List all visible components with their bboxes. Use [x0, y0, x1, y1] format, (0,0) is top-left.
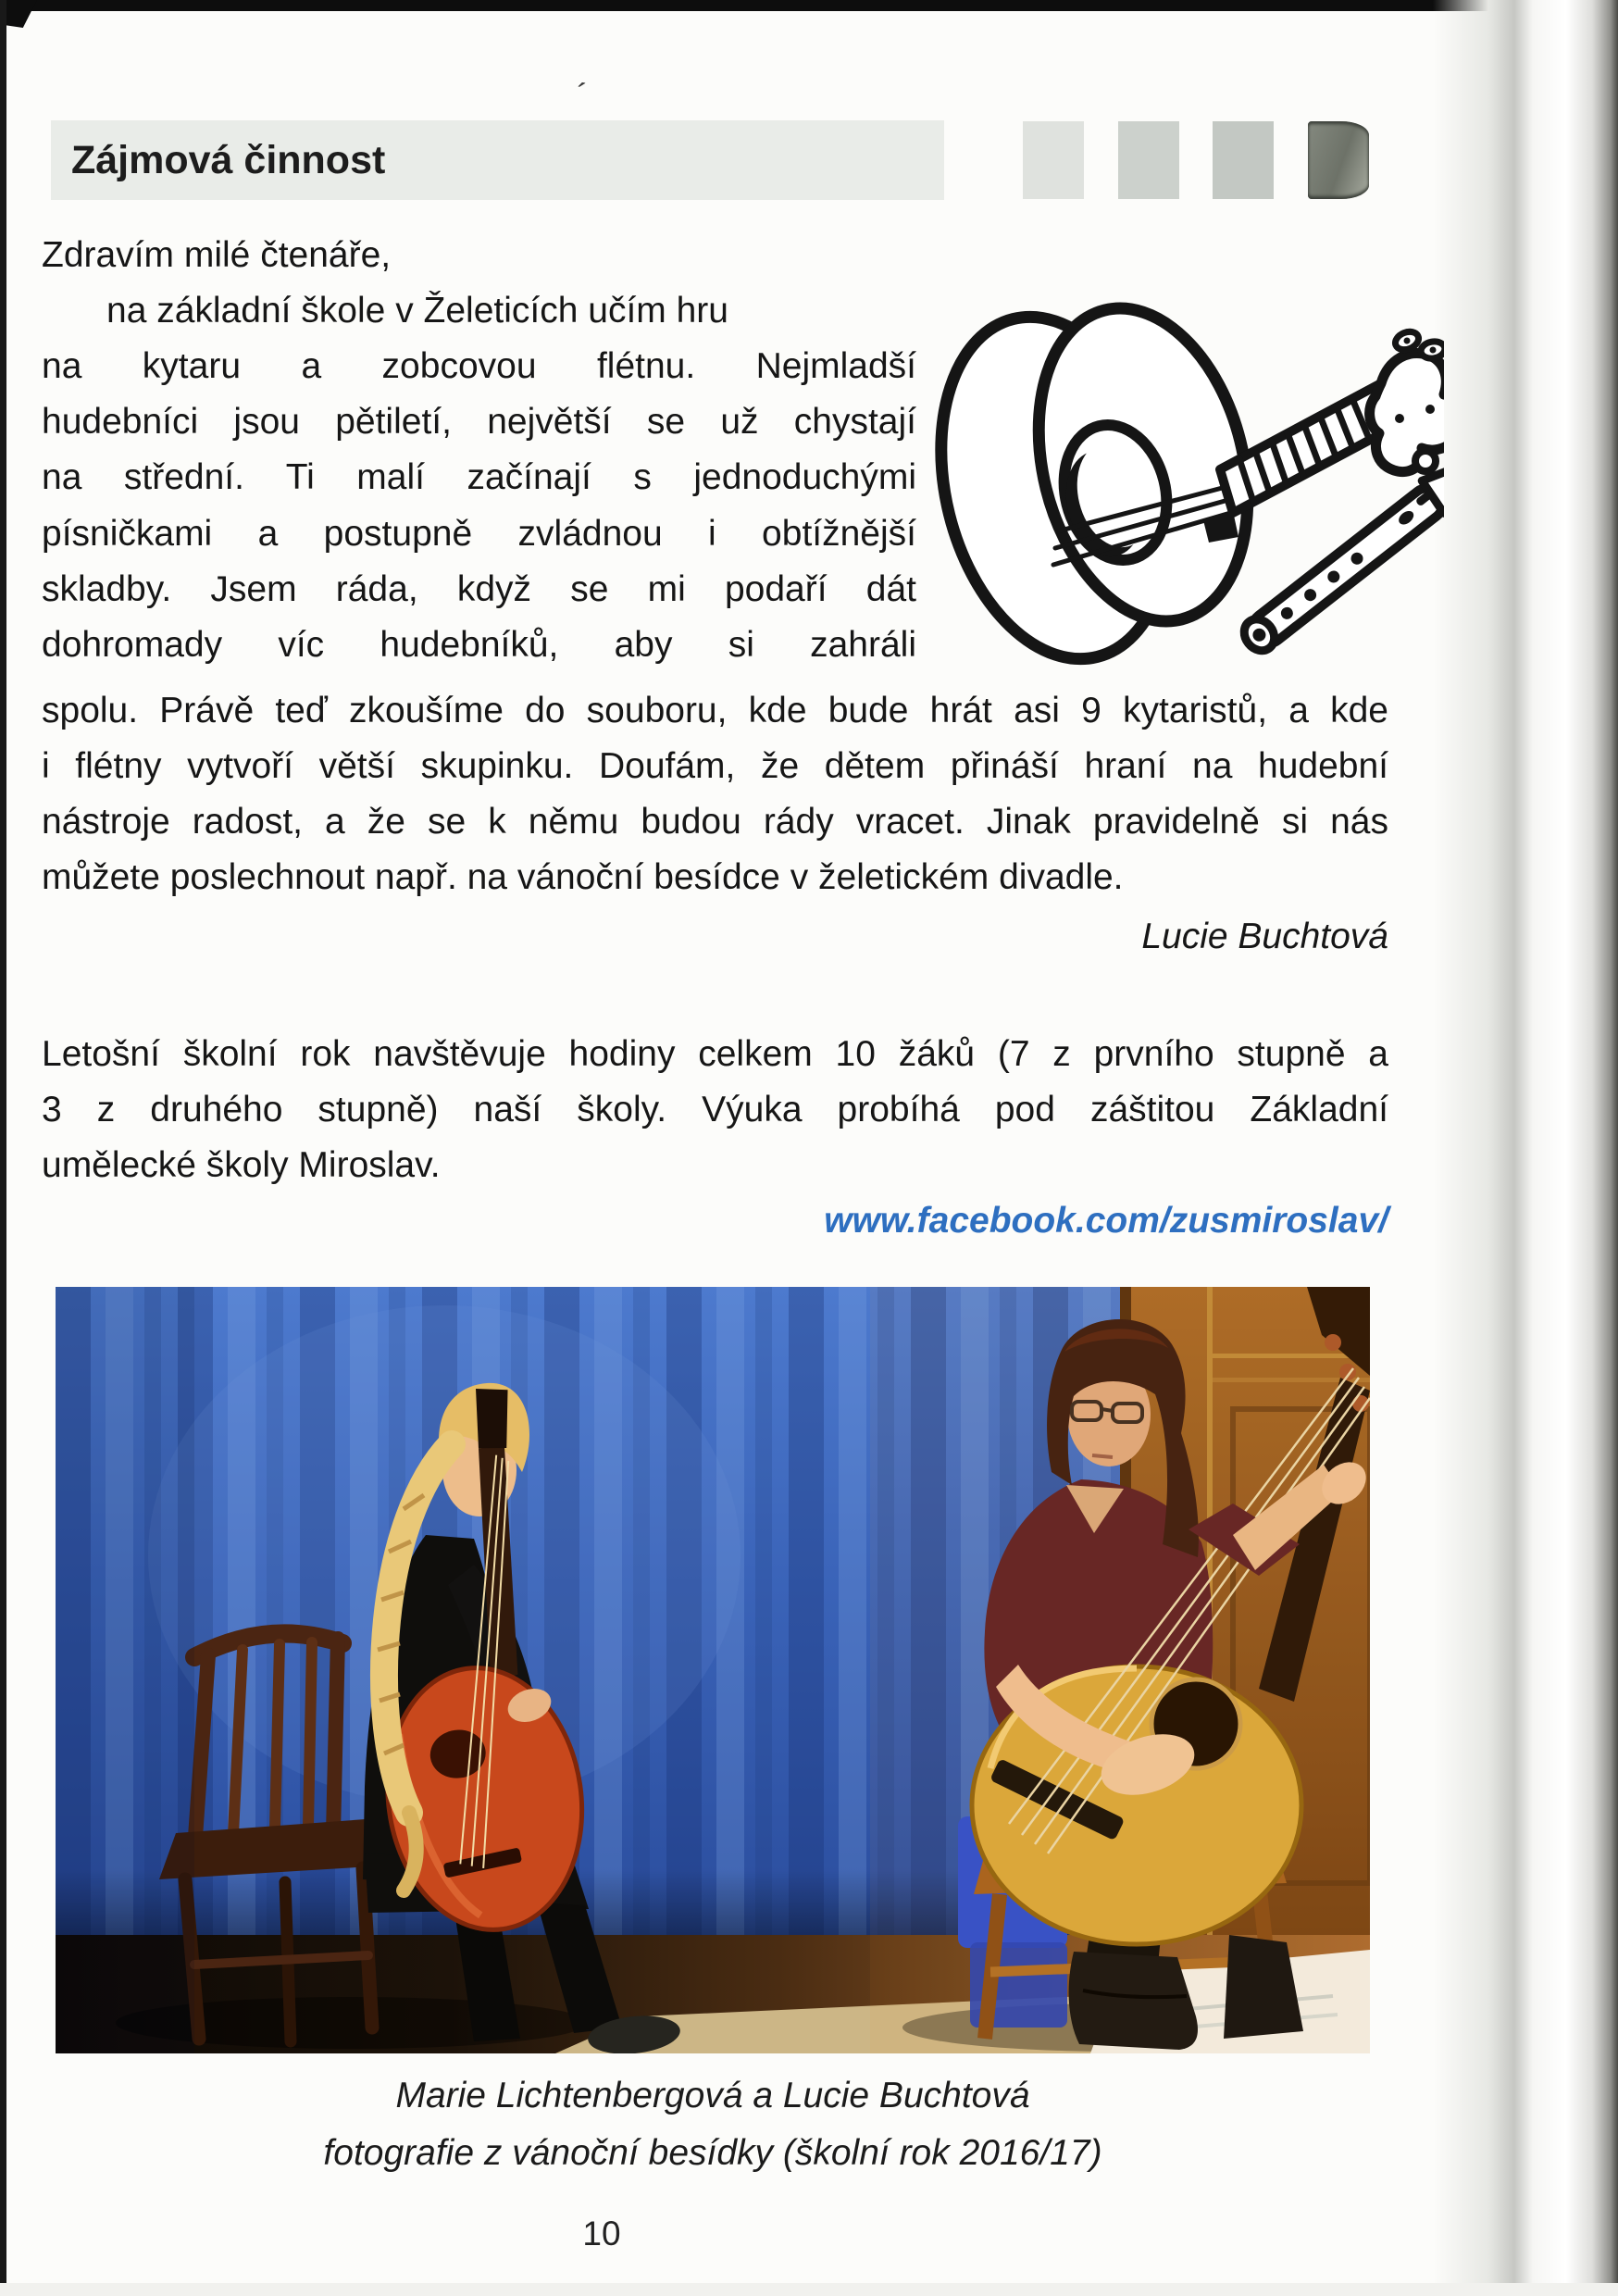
photo-caption-line2: fotografie z vánoční besídky (školní rok 2016/17) [323, 2133, 1102, 2173]
paragraph1-line: dohromady víc hudebníků, aby si zahráli [42, 625, 916, 665]
paragraph2-line: umělecké školy Miroslav. [42, 1145, 441, 1185]
facebook-url-text: www.facebook.com/zusmiroslav/ [824, 1201, 1388, 1241]
photo-caption-line1: Marie Lichtenbergová a Lucie Buchtová [395, 2076, 1030, 2115]
scan-bottom-edge [0, 2283, 1618, 2296]
photo-two-guitarists-on-stage [56, 1287, 1370, 2053]
print-test-square-1 [1023, 121, 1084, 199]
print-test-square-4 [1308, 121, 1369, 199]
guitar-and-recorder-clipart [926, 270, 1444, 673]
paragraph1-line: na střední. Ti malí začínají s jednoduchými [42, 457, 916, 497]
greeting-line: Zdravím milé čtenáře, [42, 235, 392, 275]
paragraph1-indent-line: na základní škole v Želeticích učím hru [106, 291, 728, 331]
paragraph1-line: skladby. Jsem ráda, když se mi podaří dát [42, 569, 916, 609]
section-header-bar [51, 120, 944, 200]
paragraph1-line: můžete poslechnout např. na vánoční besídce v želetickém divadle. [42, 857, 1124, 897]
paragraph1-line: i flétny vytvoří větší skupinku. Doufám, že dětem přináší hraní na hudební [42, 746, 1388, 786]
print-test-square-2 [1118, 121, 1179, 199]
author-signature: Lucie Buchtová [1141, 917, 1388, 956]
section-header-title: Zájmová činnost [71, 138, 386, 182]
paragraph1-line: spolu. Právě teď zkoušíme do souboru, kde bude hrát asi 9 kytaristů, a kde [42, 691, 1388, 730]
print-test-square-3 [1213, 121, 1274, 199]
paragraph1-line: písničkami a postupně zvládnou i obtížnější [42, 514, 916, 554]
book-spine-page-curve [1433, 0, 1618, 2296]
guitar-illustration [926, 286, 1444, 673]
stray-diacritic-mark: ´ [573, 77, 589, 114]
paragraph1-line: nástroje radost, a že se k němu budou rády vracet. Jinak pravidelně si nás [42, 802, 1388, 842]
scan-top-edge [0, 0, 1618, 11]
paragraph2-line: Letošní školní rok navštěvuje hodiny celkem 10 žáků (7 z prvního stupně a [42, 1034, 1388, 1074]
paragraph2-line: 3 z druhého stupně) naší školy. Výuka probíhá pod záštitou Základní [42, 1090, 1388, 1129]
scan-left-edge [0, 0, 6, 2296]
paragraph1-line: na kytaru a zobcovou flétnu. Nejmladší [42, 346, 916, 386]
paragraph1-line: hudebníci jsou pětiletí, největší se už chystají [42, 402, 916, 442]
page-number: 10 [582, 2215, 621, 2252]
